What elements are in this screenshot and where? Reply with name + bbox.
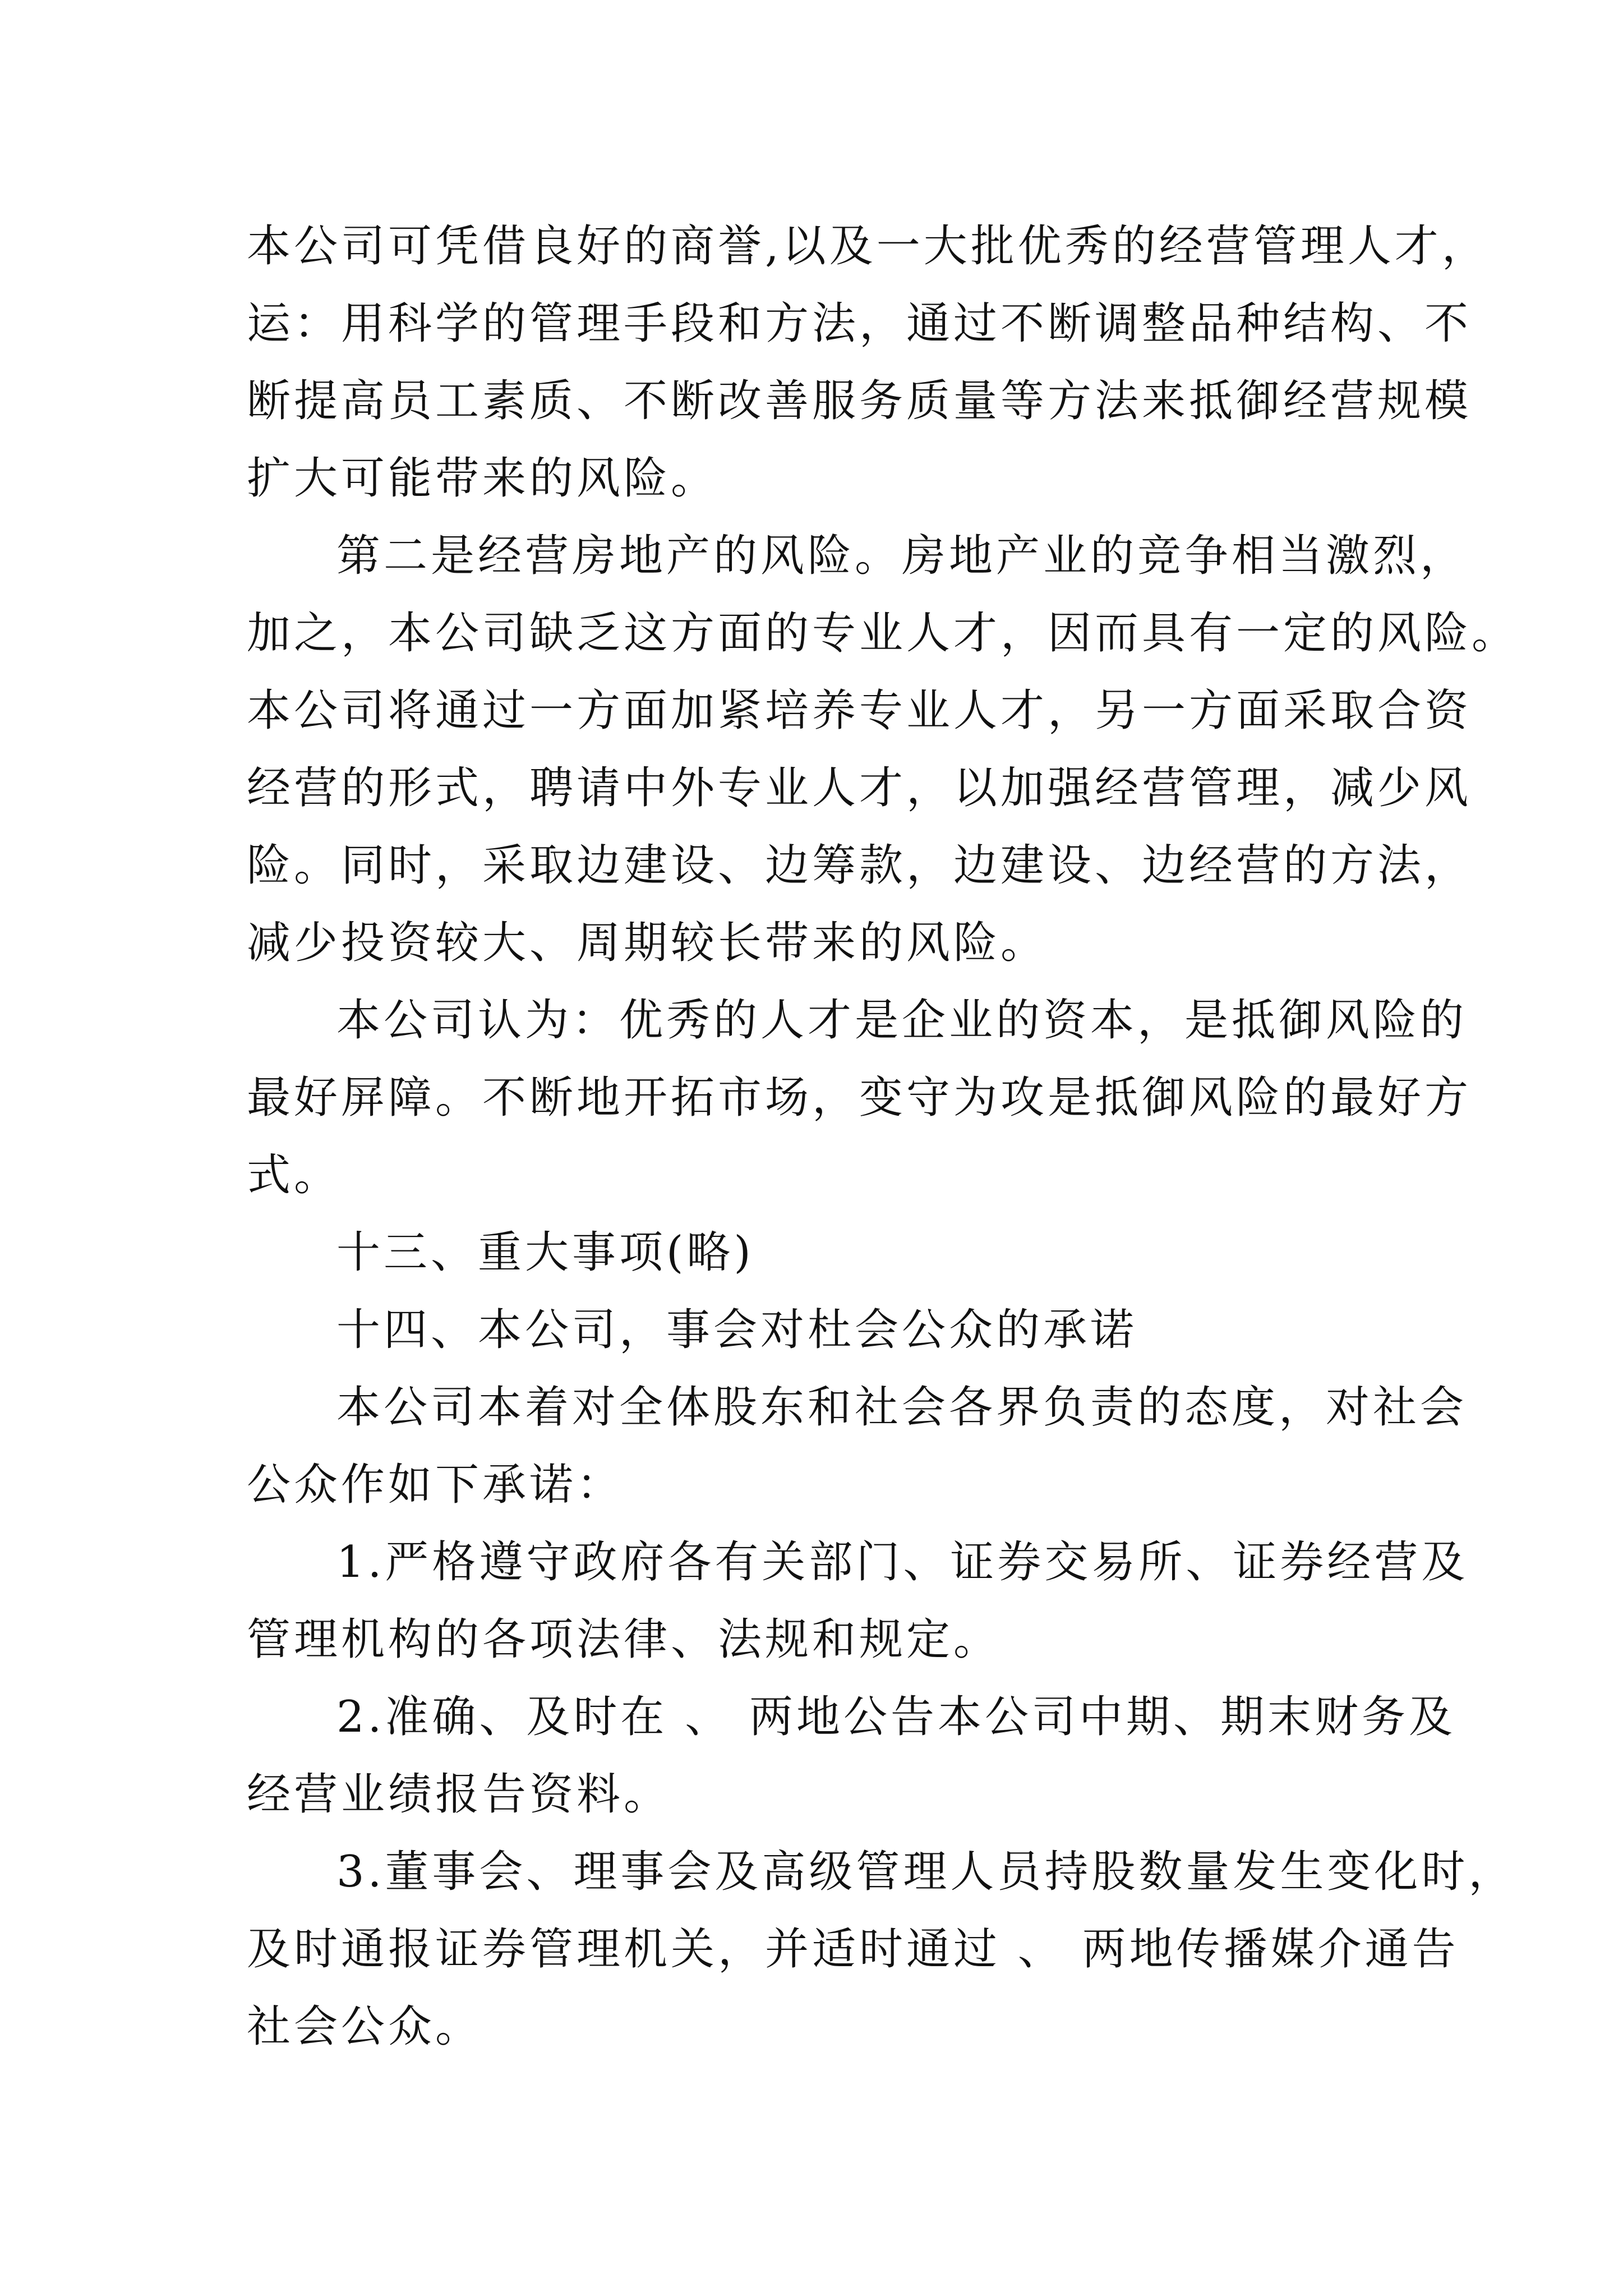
paragraph-start-line: 本公司认为：优秀的人才是企业的资本，是抵御风险的 <box>336 995 1468 1046</box>
section-heading: 十三、重大事项(略) <box>336 1227 754 1278</box>
text-line: 本公司可凭借良好的商誉,以及一大批优秀的经营管理人才， <box>247 221 1489 272</box>
text-line: 经营业绩报告资料。 <box>247 1769 671 1820</box>
text-line: 扩大可能带来的风险。 <box>247 453 718 504</box>
paragraph-start-line: 本公司本着对全体股东和社会各界负责的态度，对社会 <box>336 1382 1468 1433</box>
text-line: 经营的形式，聘请中外专业人才，以加强经营管理，减少风 <box>247 763 1472 813</box>
text-line: 减少投资较大、周期较长带来的风险。 <box>247 918 1048 968</box>
section-heading: 十四、本公司，事会对杜会公众的承诺 <box>336 1305 1138 1355</box>
text-line: 及时通报证券管理机关，并适时通过 、 两地传播媒介通告 <box>247 1924 1459 1975</box>
text-line: 险。同时，采取边建设、边筹款，边建设、边经营的方法， <box>247 840 1472 891</box>
list-item-start-line: 2.准确、及时在 、 两地公告本公司中期、期末财务及 <box>336 1692 1456 1742</box>
text-line: 本公司将通过一方面加紧培养专业人才，另一方面采取合资 <box>247 685 1472 736</box>
text-line: 式。 <box>247 1150 342 1200</box>
text-line: 加之，本公司缺乏这方面的专业人才，因而具有一定的风险。 <box>247 608 1519 659</box>
text-line: 最好屏障。不断地开拓市场，变守为攻是抵御风险的最好方 <box>247 1073 1472 1123</box>
paragraph-start-line: 第二是经营房地产的风险。房地产业的竞争相当激烈， <box>336 531 1468 581</box>
text-line: 社会公众。 <box>247 2001 483 2052</box>
body-text <box>247 208 1519 2065</box>
text-line: 公众作如下承诺： <box>247 1460 624 1510</box>
text-line: 管理机构的各项法律、法规和规定。 <box>247 1614 1001 1665</box>
list-item-start-line: 1.严格遵守政府各有关部门、证券交易所、证券经营及 <box>336 1537 1469 1588</box>
list-item-start-line: 3.董事会、理事会及高级管理人员持股数量发生变化时， <box>336 1847 1516 1897</box>
text-line: 运：用科学的管理手段和方法，通过不断调整品种结构、不 <box>247 298 1472 349</box>
text-line: 断提高员工素质、不断改善服务质量等方法来抵御经营规模 <box>247 376 1472 426</box>
